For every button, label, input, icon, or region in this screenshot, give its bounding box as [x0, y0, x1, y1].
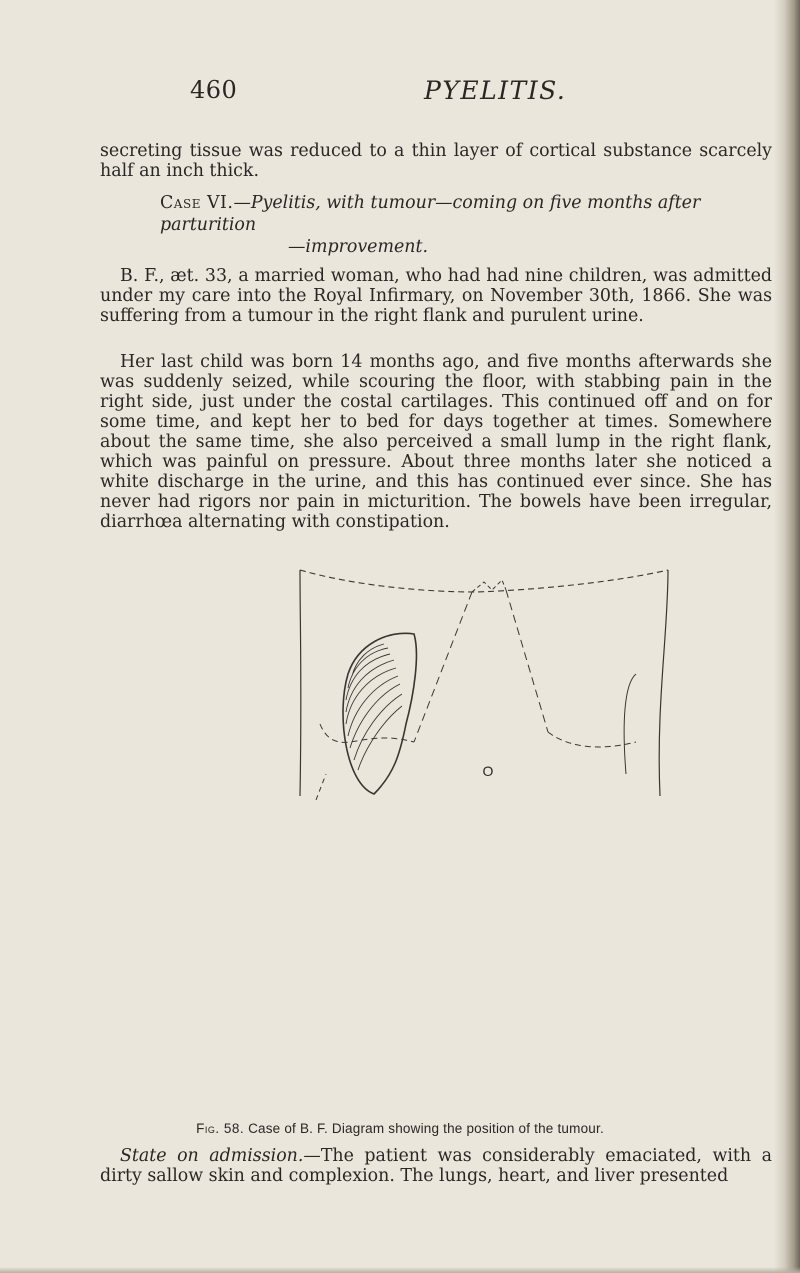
page-bottom-edge [0, 1267, 800, 1273]
case-title [160, 192, 772, 258]
admission-paragraph [100, 1146, 772, 1186]
costal-margin [300, 570, 668, 592]
lower-left-line [316, 774, 326, 800]
case-title-continuation: —improvement. [288, 237, 428, 257]
running-head: PYELITIS. [424, 76, 567, 105]
tumour-hatching [346, 644, 402, 770]
case-label: Case VI. [160, 193, 234, 213]
xiphoid-left-line [414, 592, 472, 742]
body-outline-left [300, 570, 301, 796]
xiphoid-right-line [506, 590, 548, 732]
tumour-diagram-svg [296, 564, 676, 800]
intro-paragraph: secreting tissue was reduced to a thin layer of cortical substance scarcely half an inch thick. [100, 141, 772, 181]
body-outline-right [659, 570, 668, 796]
inner-flank-line [624, 674, 636, 774]
case-title-text: —Pyelitis, with tumour—coming on five months after parturition [160, 193, 701, 235]
history-paragraph-1: B. F., æt. 33, a married woman, who had had nine children, was admitted under my care into the Royal Infirmary, on November 30th, 1866. She was suffering from a tumour in the right flank and purulent urine. [100, 266, 772, 326]
xiphoid-notch [472, 580, 506, 592]
admission-text: —The patient was considerably emaciated, with a dirty sallow skin and complexion. The lungs, heart, and liver presented [100, 1146, 772, 1186]
umbilicus-mark: O [482, 763, 494, 779]
caption-label: Fig. 58. [196, 1121, 245, 1136]
page-edge-shadow [774, 0, 800, 1273]
caption-text: Case of B. F. Diagram showing the position of the tumour. [248, 1121, 604, 1136]
right-costal-curve [548, 732, 636, 747]
history-paragraph-2: Her last child was born 14 months ago, and five months afterwards she was suddenly seized, while scouring the floor, with stabbing pain in the right side, just under the costal cartilages. This continued off and on for some time, and kept her to bed for days together at times. Somewhere about the same time, she also perceived a small lump in the right flank, which was painful on pressure. About three months later she noticed a white discharge in the urine, and this has continued ever since. She has never had rigors nor pain in micturition. The bowels have been irregular, diarrhœa alternating with constipation. [100, 352, 772, 532]
tumour-diagram [296, 564, 676, 800]
figure-caption [0, 1121, 800, 1136]
page-number: 460 [190, 76, 238, 104]
page-header [0, 76, 800, 110]
admission-label: State on admission. [120, 1146, 304, 1166]
left-costal-curve [320, 724, 414, 742]
